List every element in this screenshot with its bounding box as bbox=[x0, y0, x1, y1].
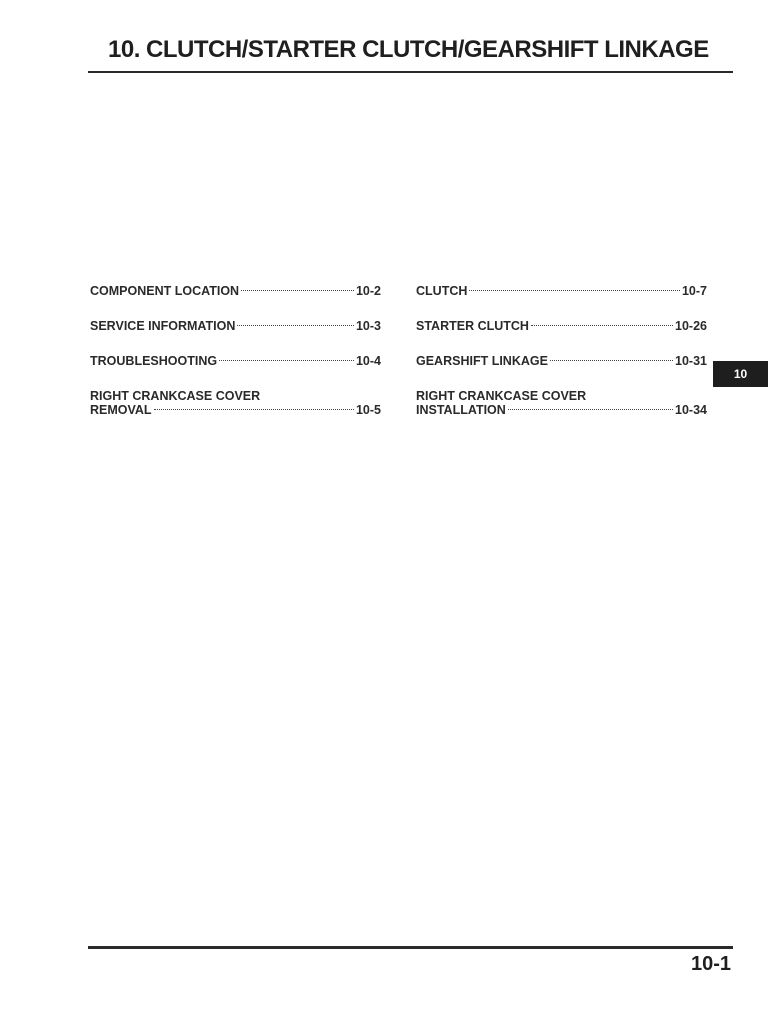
toc-entry-clutch[interactable] bbox=[416, 284, 707, 298]
page-title: 10. CLUTCH/STARTER CLUTCH/GEARSHIFT LINKAGE bbox=[108, 36, 709, 63]
toc-entry-label: COMPONENT LOCATION bbox=[90, 284, 240, 298]
toc-leader-dots bbox=[508, 409, 673, 410]
toc-entry-gearshift-linkage[interactable] bbox=[416, 354, 707, 368]
chapter-tab: 10 bbox=[713, 361, 768, 387]
toc-leader-dots bbox=[469, 290, 680, 291]
toc-entry-component-location[interactable] bbox=[90, 284, 381, 298]
toc-entry-page: 10-7 bbox=[681, 284, 707, 298]
toc-entry-label: REMOVAL bbox=[90, 403, 152, 417]
toc-leader-dots bbox=[237, 325, 354, 326]
toc-entry-page: 10-26 bbox=[675, 319, 707, 333]
toc-entry-page: 10-31 bbox=[675, 354, 707, 368]
toc-left-column bbox=[90, 284, 381, 438]
footer-rule bbox=[88, 946, 733, 949]
page-number: 10-1 bbox=[690, 953, 731, 975]
toc-entry-right-crankcase-cover-installation[interactable] bbox=[416, 389, 707, 417]
toc-entry-label: SERVICE INFORMATION bbox=[90, 319, 236, 333]
toc-entry-label: STARTER CLUTCH bbox=[416, 319, 529, 333]
toc-right-column bbox=[416, 284, 707, 438]
toc-entry-label-line1: RIGHT CRANKCASE COVER bbox=[90, 389, 261, 403]
toc-entry-page: 10-2 bbox=[355, 284, 381, 298]
toc-leader-dots bbox=[241, 290, 354, 291]
toc-entry-page: 10-3 bbox=[355, 319, 381, 333]
toc-entry-label: TROUBLESHOOTING bbox=[90, 354, 218, 368]
toc-entry-troubleshooting[interactable] bbox=[90, 354, 381, 368]
toc-entry-label-line1: RIGHT CRANKCASE COVER bbox=[416, 389, 587, 403]
toc-entry-page: 10-34 bbox=[675, 403, 707, 417]
header-rule bbox=[88, 71, 733, 73]
toc-leader-dots bbox=[154, 409, 354, 410]
toc-entry-page: 10-4 bbox=[355, 354, 381, 368]
toc-entry-service-information[interactable] bbox=[90, 319, 381, 333]
toc-entry-right-crankcase-cover-removal[interactable] bbox=[90, 389, 381, 417]
toc-entry-starter-clutch[interactable] bbox=[416, 319, 707, 333]
toc-leader-dots bbox=[550, 360, 673, 361]
toc-leader-dots bbox=[219, 360, 354, 361]
toc-entry-label: CLUTCH bbox=[416, 284, 468, 298]
toc-entry-label: INSTALLATION bbox=[416, 403, 506, 417]
toc-leader-dots bbox=[531, 325, 673, 326]
toc-entry-page: 10-5 bbox=[355, 403, 381, 417]
toc-entry-label: GEARSHIFT LINKAGE bbox=[416, 354, 548, 368]
